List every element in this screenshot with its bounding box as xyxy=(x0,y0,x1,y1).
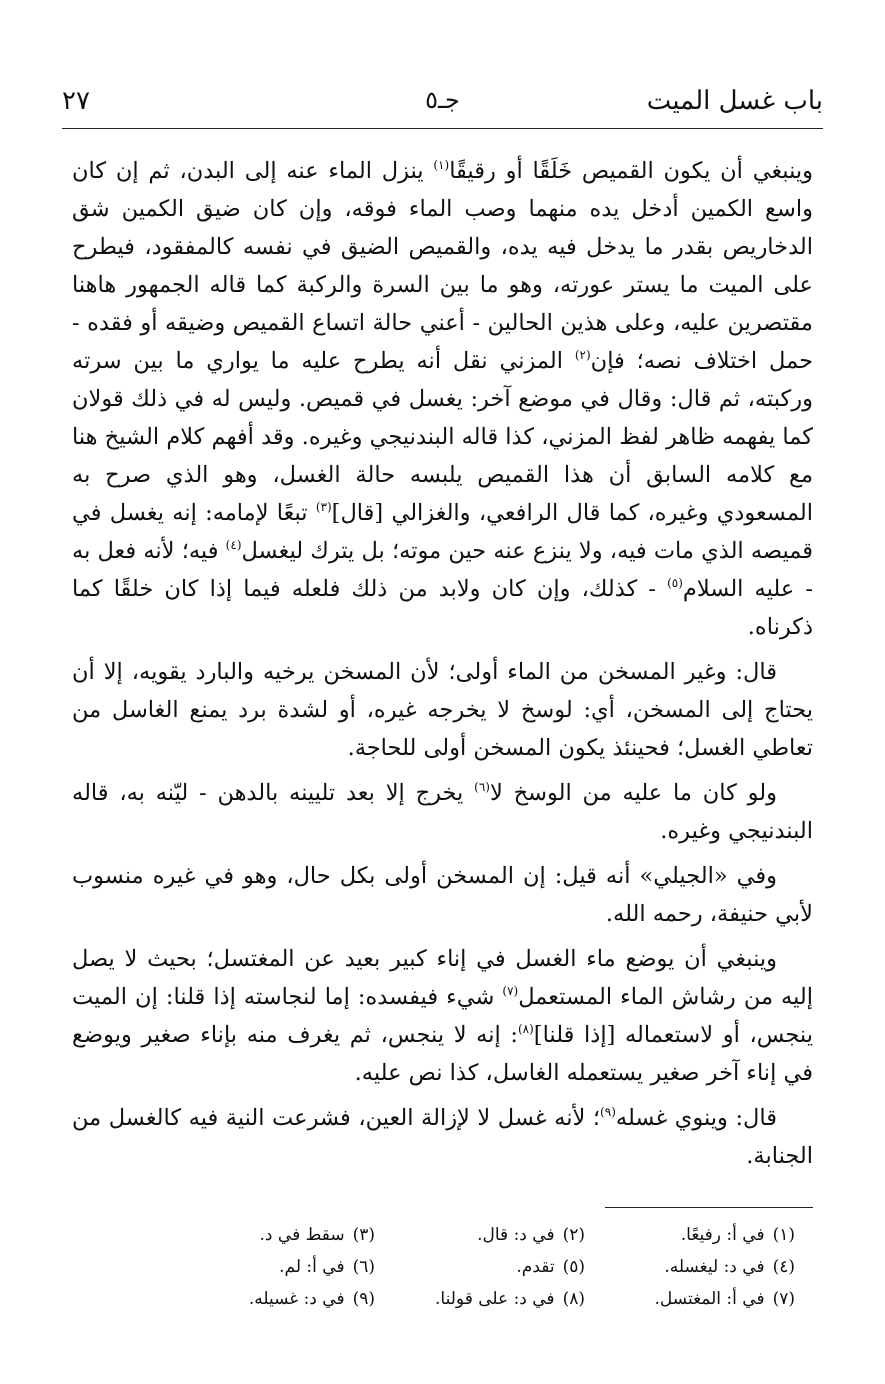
footnote-number: (٥) xyxy=(562,1257,585,1277)
volume-number: جـ٥ xyxy=(425,86,460,114)
paragraph-text: يخرج إلا بعد تليينه بالدهن - ليّنه به، قاله البندنيجي وغيره. xyxy=(72,780,813,844)
paragraph-text: فيه؛ لأنه فعل به - عليه السلام xyxy=(72,538,813,602)
main-text xyxy=(72,152,813,1182)
footnote-number: (٤) xyxy=(772,1257,795,1277)
paragraph-text: قال: وغير المسخن من الماء أولى؛ لأن المسخن يرخيه والبارد يقويه، إلا أن يحتاج إلى المسخن، أي: لوسخ لا يخرجه غيره، أو لشدة برد يمنع الغاسل من تعاطي الغسل؛ فحينئذ يكون المسخن أولى للحاجة. xyxy=(72,659,813,761)
footnote-number: (٨) xyxy=(562,1289,585,1309)
footnote-text: تقدم. xyxy=(516,1257,555,1277)
footnote-item xyxy=(165,1254,375,1280)
footnotes xyxy=(165,1222,795,1312)
page-number: ٢٧ xyxy=(62,86,90,116)
paragraph-text: وينبغي أن يكون القميص خَلَقًا أو رقيقًا xyxy=(449,158,814,184)
paragraph xyxy=(72,1099,813,1175)
footnote-item xyxy=(375,1254,585,1280)
paragraph-text: تبعًا لإمامه: إنه يغسل في قميصه الذي مات فيه، ولا ينزع عنه حين موته؛ بل يترك ليغسل xyxy=(72,500,813,564)
footnote-item xyxy=(585,1222,795,1248)
footnote-rule xyxy=(605,1207,813,1208)
footnote-item xyxy=(585,1286,795,1312)
footnote-marker[interactable]: (٤) xyxy=(225,538,242,552)
footnote-text: في أ: المغتسل. xyxy=(654,1289,765,1309)
footnote-item xyxy=(375,1286,585,1312)
paragraph xyxy=(72,653,813,767)
footnote-marker[interactable]: (١) xyxy=(433,158,450,172)
paragraph xyxy=(72,940,813,1092)
paragraph-text: وفي «الجيلي» أنه قيل: إن المسخن أولى بكل حال، وهو في غيره منسوب لأبي حنيفة، رحمه الله. xyxy=(72,863,813,927)
running-title: باب غسل الميت xyxy=(646,86,823,116)
footnote-marker[interactable]: (٥) xyxy=(667,576,683,590)
paragraph-text: شيء فيفسده: إما لنجاسته إذا قلنا: إن الميت ينجس، أو لاستعماله [إذا قلنا] xyxy=(72,984,813,1048)
paragraph-text: : إنه لا ينجس، ثم يغرف منه بإناء صغير ويوضع في إناء آخر صغير يستعمله الغاسل، كذا نص عليه. xyxy=(72,1022,813,1086)
footnote-text: في د: على قولنا. xyxy=(435,1289,555,1309)
footnote-item xyxy=(165,1286,375,1312)
footnote-marker[interactable]: (٩) xyxy=(600,1105,616,1119)
paragraph-text: ولو كان ما عليه من الوسخ لا xyxy=(489,780,777,806)
paragraph-text: قال: وينوي غسله xyxy=(615,1105,777,1131)
footnote-number: (٢) xyxy=(562,1225,585,1245)
paragraph-text: المزني نقل أنه يطرح عليه ما يواري ما بين سرته وركبته، ثم قال: وقال في موضع آخر: يغسل في قميص. وليس له في ذلك قولان كما يفهمه ظاهر لفظ المزني، كذا قاله البندنيجي وغيره. وقد أفهم كلام الشيخ هنا مع كلامه السابق أن هذا القميص يلبسه حالة الغسل، وهو الذي صرح به المسعودي وغيره، كما قال الرافعي، والغزالي [قال] xyxy=(72,348,813,526)
footnote-item xyxy=(375,1222,585,1248)
footnote-item xyxy=(165,1222,375,1248)
paragraph-text: وينبغي أن يوضع ماء الغسل في إناء كبير بعيد عن المغتسل؛ بحيث لا يصل إليه من رشاش الماء المستعمل xyxy=(72,946,814,1010)
footnote-marker[interactable]: (٦) xyxy=(474,780,490,794)
footnote-number: (٦) xyxy=(352,1257,375,1277)
footnote-marker[interactable]: (٣) xyxy=(315,500,332,514)
footnote-text: سقط في د. xyxy=(259,1225,345,1245)
paragraph xyxy=(72,774,813,850)
paragraph-text: ينزل الماء عنه إلى البدن، ثم إن كان واسع الكمين أدخل يده منهما وصب الماء فوقه، وإن كان ضيق الكمين شق الدخاريص بقدر ما يدخل فيه يده، والقميص الضيق في نفسه كالمفقود، فيطرح على الميت ما يستر عورته، وهو ما بين السرة والركبة كما قاله الجمهور هاهنا مقتصرين عليه، وعلى هذين الحالين - أعني حالة اتساع القميص وضيقه أو فقده - حمل اختلاف نصه؛ فإن xyxy=(72,158,813,374)
page-header xyxy=(62,86,823,126)
paragraph-text: ؛ لأنه غسل لا لإزالة العين، فشرعت النية فيه كالغسل من الجنابة. xyxy=(72,1105,813,1169)
footnote-text: في د: غسيله. xyxy=(248,1289,345,1309)
footnote-text: في أ: رفيعًا. xyxy=(680,1225,765,1245)
footnote-marker[interactable]: (٧) xyxy=(502,984,519,998)
footnote-marker[interactable]: (٢) xyxy=(574,348,591,362)
footnote-text: في د: قال. xyxy=(477,1225,555,1245)
footnote-marker[interactable]: (٨) xyxy=(517,1022,534,1036)
paragraph-text: - كذلك، وإن كان ولابد من ذلك فلعله فيما إذا كان خلقًا كما ذكرناه. xyxy=(72,576,813,640)
footnote-number: (٣) xyxy=(352,1225,375,1245)
footnote-number: (١) xyxy=(772,1225,795,1245)
paragraph xyxy=(72,857,813,933)
header-rule xyxy=(62,128,823,129)
footnote-text: في أ: لم. xyxy=(279,1257,345,1277)
footnote-number: (٧) xyxy=(772,1289,795,1309)
footnote-text: في د: ليغسله. xyxy=(664,1257,765,1277)
footnote-item xyxy=(585,1254,795,1280)
footnote-number: (٩) xyxy=(352,1289,375,1309)
paragraph xyxy=(72,152,813,646)
